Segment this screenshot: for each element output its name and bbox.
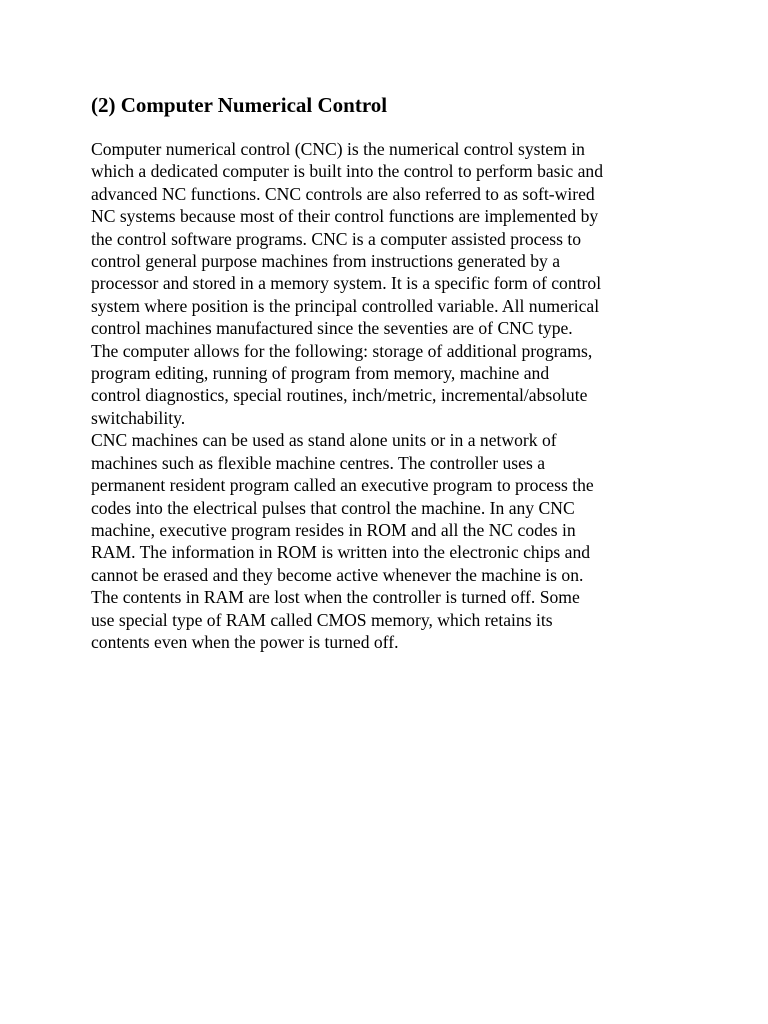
text-line: control general purpose machines from instructions generated by a [91,251,561,272]
text-line: control diagnostics, special routines, inch/metric, incremental/absolute [91,385,588,406]
text-line: advanced NC functions. CNC controls are also referred to as soft-wired [91,183,595,204]
text-line: system where position is the principal controlled variable. All numerical [91,295,600,316]
text-line: contents even when the power is turned off. [91,631,399,652]
text-line: control machines manufactured since the seventies are of CNC type. [91,318,573,339]
text-line: permanent resident program called an executive program to process the [91,475,594,496]
text-line: machine, executive program resides in ROM and all the NC codes in [91,519,576,540]
text-line: use special type of RAM called CMOS memory, which retains its [91,609,553,630]
text-line: NC systems because most of their control functions are implemented by [91,206,599,227]
text-line: cannot be erased and they become active whenever the machine is on. [91,564,584,585]
document-content [91,93,681,653]
text-line: machines such as flexible machine centres. The controller uses a [91,452,546,473]
text-line: which a dedicated computer is built into the control to perform basic and [91,161,604,182]
paragraph-cnc-machines [91,429,681,653]
text-line: CNC machines can be used as stand alone units or in a network of [91,430,557,451]
text-line: switchability. [91,407,186,428]
text-line: program editing, running of program from memory, machine and [91,363,550,384]
text-line: The computer allows for the following: storage of additional programs, [91,340,593,361]
section-heading: (2) Computer Numerical Control [91,93,388,117]
text-line: codes into the electrical pulses that control the machine. In any CNC [91,497,575,518]
text-line: the control software programs. CNC is a computer assisted process to [91,228,582,249]
text-line: Computer numerical control (CNC) is the numerical control system in [91,139,585,159]
text-line: processor and stored in a memory system. It is a specific form of control [91,273,602,294]
text-line: The contents in RAM are lost when the controller is turned off. Some [91,587,580,608]
paragraph-cnc-definition [91,138,681,429]
text-line: RAM. The information in ROM is written into the electronic chips and [91,542,591,563]
